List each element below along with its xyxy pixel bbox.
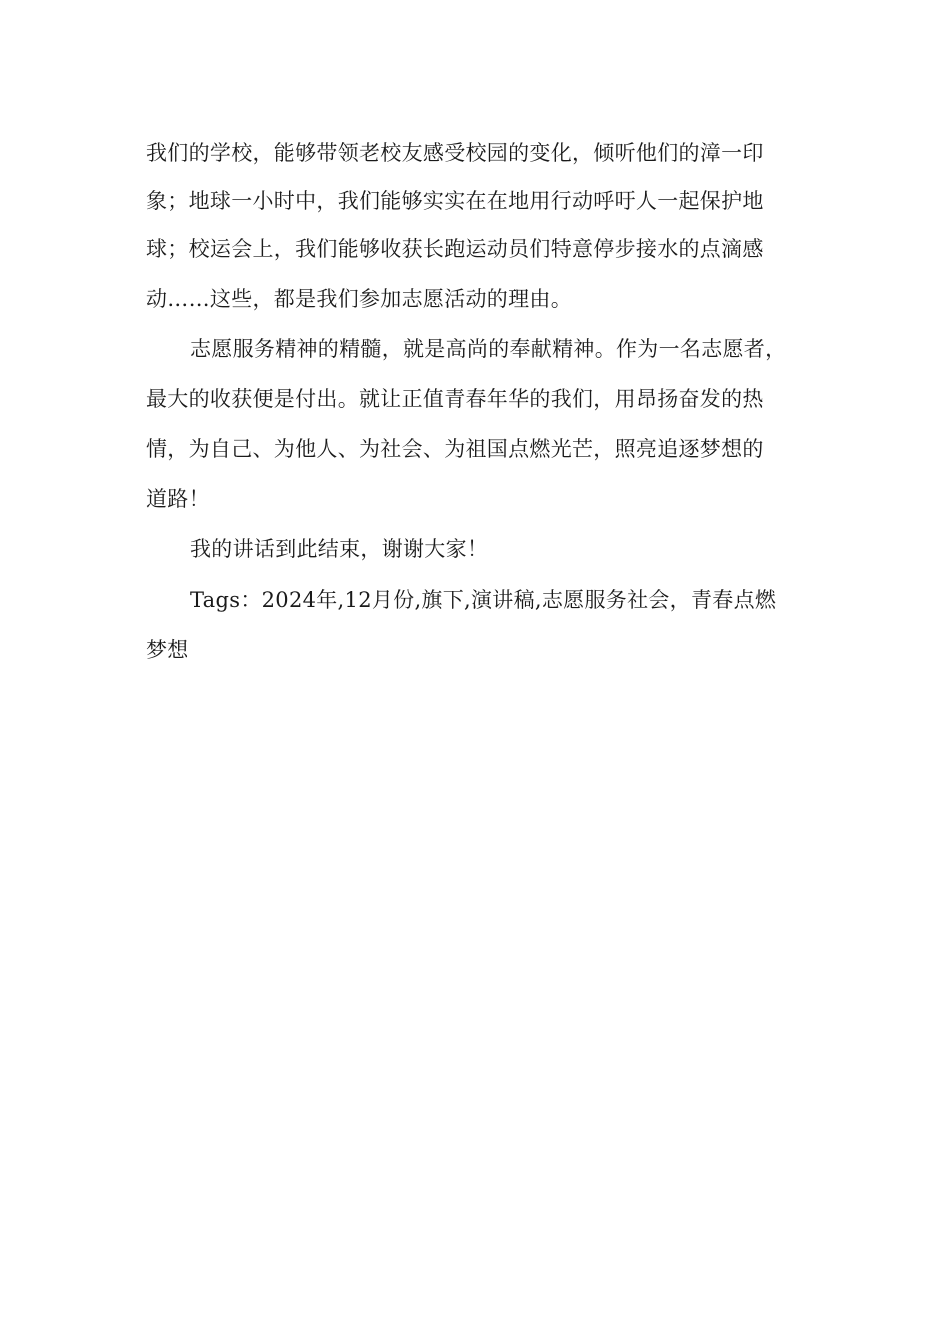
closing-line: 我的讲话到此结束，谢谢大家！ <box>190 537 489 561</box>
paragraph-1-line-3: 球；校运会上，我们能够收获长跑运动员们特意停步接水的点滴感 <box>146 237 764 261</box>
paragraph-1-line-1: 我们的学校，能够带领老校友感受校园的变化，倾听他们的漳一印 <box>146 141 764 165</box>
paragraph-1-line-2: 象；地球一小时中，我们能够实实在在地用行动呼吁人一起保护地 <box>146 189 764 213</box>
paragraph-2-line-2: 最大的收获便是付出。就让正值青春年华的我们，用昂扬奋发的热 <box>146 387 764 411</box>
paragraph-2-line-4: 道路！ <box>146 487 210 511</box>
tags-line-2: 梦想 <box>146 638 189 662</box>
paragraph-2-line-3: 情，为自己、为他人、为社会、为祖国点燃光芒，照亮追逐梦想的 <box>146 437 764 461</box>
paragraph-2-line-1: 志愿服务精神的精髓，就是高尚的奉献精神。作为一名志愿者， <box>190 337 787 361</box>
tags-line-1: Tags：2024年,12月份,旗下,演讲稿,志愿服务社会，青春点燃 <box>190 588 777 612</box>
paragraph-1-line-4: 动……这些，都是我们参加志愿活动的理由。 <box>146 287 572 311</box>
